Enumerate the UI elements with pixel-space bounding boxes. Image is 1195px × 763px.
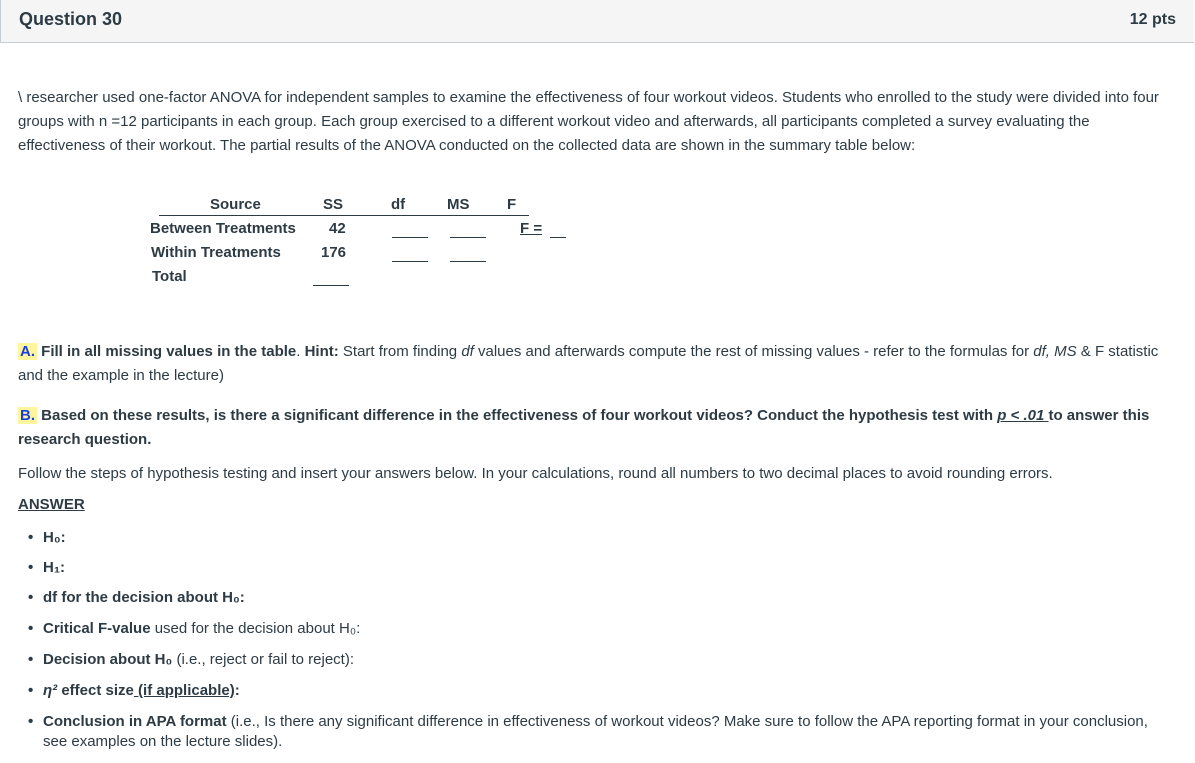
conclusion-rest: (i.e., Is there any significant difference in effectiveness of workout videos? Make sure to follow the APA reporting format in your conclusion, see examples on the lecture slides). — [43, 713, 1148, 750]
list-item-conclusion: • Conclusion in APA format (i.e., Is there any significant difference in effectiveness of workout videos? Make sure to follow the APA reporting format in your conclusion, see examples on the lecture slides). — [28, 713, 1148, 750]
eta-if-applicable: (if applicable) — [133, 682, 235, 699]
row-between-ms-blank — [450, 236, 486, 238]
list-item-df: • df for the decision about H₀: — [28, 589, 245, 606]
question-body — [18, 86, 1178, 158]
part-a-bold: Fill in all missing values in the table — [41, 343, 297, 360]
hint-formulas: df, MS — [1033, 343, 1077, 360]
part-b-text: Based on these results, is there a significant difference in the effectiveness of four workout videos? Conduct the hypothesis test with — [41, 407, 998, 424]
part-b-p-value: p < .01 — [997, 407, 1049, 424]
question-intro: \ researcher used one-factor ANOVA for independent samples to examine the effectiveness of four workout videos. Students who enrolled to the study were divided into four groups with n =12 participants in each group. Each group exercised to a different workout video and afterwards, all participants completed a survey evaluating the effectiveness of their workout. The partial results of the ANOVA conducted on the collected data are shown in the summary table below: — [18, 89, 1159, 154]
part-b — [18, 404, 1178, 452]
decision-label: Decision about H₀ — [43, 651, 173, 668]
list-item-critical: • Critical F-value used for the decision about H₀: — [28, 620, 361, 637]
h0-label: H₀: — [43, 529, 66, 546]
hint-label: Hint: — [304, 343, 339, 360]
row-within-source: Within Treatments — [151, 244, 281, 261]
hint-pre: Start from finding — [342, 343, 462, 360]
table-header-rule-f — [499, 214, 529, 216]
part-b-label: B. — [20, 407, 35, 424]
decision-rest: (i.e., reject or fail to reject): — [172, 651, 355, 668]
hint-df: df — [461, 343, 474, 360]
df-decision-label: df for the decision about H₀: — [43, 589, 245, 606]
row-between-source: Between Treatments — [150, 220, 296, 237]
header-ms: MS — [447, 196, 470, 213]
h1-label: H₁: — [43, 559, 66, 576]
follow-steps: Follow the steps of hypothesis testing and insert your answers below. In your calculations, round all numbers to two decimal places to avoid rounding errors. — [18, 465, 1053, 482]
part-a: A. Fill in all missing values in the table. Hint: Start from finding df values and afterwards compute the rest of missing values - refer to the formulas for df, MS & F statistic and the example in the lecture) — [18, 343, 1159, 384]
header-df: df — [391, 196, 406, 213]
row-between-ss: 42 — [329, 220, 346, 237]
row-between-f: F = — [520, 220, 543, 237]
critical-rest: used for the decision about H₀: — [150, 620, 361, 637]
part-b-end: to answer this research question. — [18, 407, 1150, 448]
row-total-source: Total — [152, 268, 187, 285]
hint-mid: values and afterwards compute the rest of missing values - refer to the formulas for — [473, 343, 1034, 360]
list-item-h0: • H₀: — [28, 529, 66, 546]
header-ss: SS — [323, 196, 344, 213]
row-within-df-blank — [392, 260, 428, 262]
header-source: Source — [210, 196, 261, 213]
header-f: F — [507, 196, 517, 213]
part-a-label: A. — [20, 343, 35, 360]
question-points: 12 pts — [1129, 11, 1176, 28]
list-item-decision: • Decision about H₀ (i.e., reject or fail to reject): — [28, 651, 355, 668]
eta-colon: : — [234, 682, 240, 699]
hint-end: & F statistic and the example in the lecture) — [18, 343, 1159, 384]
row-within-ms-blank — [450, 260, 486, 262]
row-within-ss: 176 — [321, 244, 347, 261]
question-header — [0, 0, 1194, 43]
list-item-eta: • η² effect size (if applicable): — [28, 682, 240, 699]
list-item-h1: • H₁: — [28, 559, 66, 576]
question-title: Question 30 — [19, 9, 123, 29]
eta-symbol: η² — [43, 682, 58, 699]
row-between-f-blank — [550, 236, 566, 238]
critical-label: Critical F-value — [43, 620, 151, 637]
answer-label: ANSWER — [18, 496, 85, 513]
row-total-ss-blank — [313, 284, 349, 286]
row-between-df-blank — [392, 236, 428, 238]
table-header-rule — [159, 214, 499, 216]
conclusion-label: Conclusion in APA format — [43, 713, 227, 730]
eta-label: effect size — [57, 682, 134, 699]
